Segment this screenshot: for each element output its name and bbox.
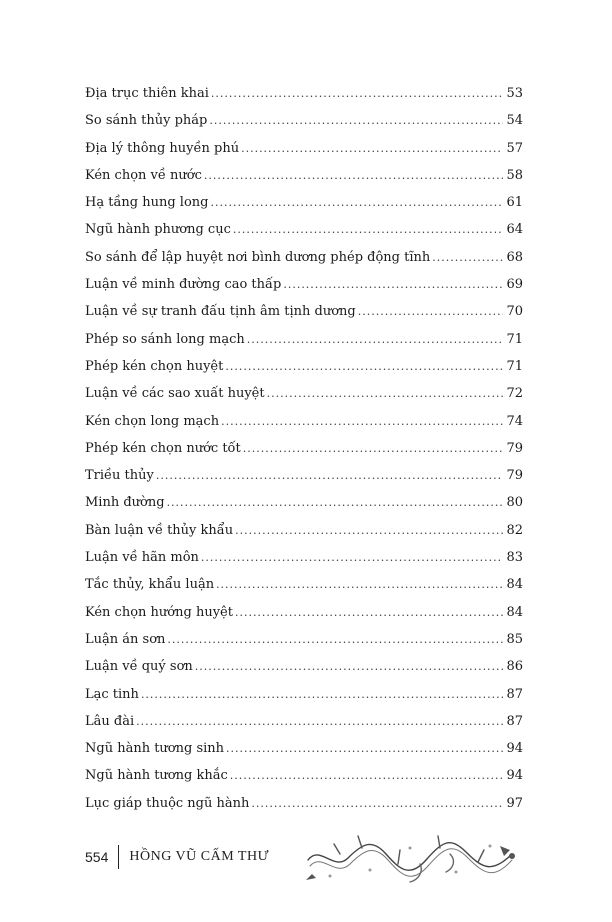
dot-leader (247, 333, 503, 346)
toc-entry (85, 222, 523, 249)
toc-entry-page: 87 (506, 686, 523, 702)
book-title: HỒNG VŨ CẤM THƯ (129, 849, 269, 864)
dot-leader (201, 551, 503, 564)
dot-leader (195, 660, 503, 673)
page-footer (85, 842, 269, 872)
toc-entry-page: 70 (506, 304, 523, 320)
toc-entry (85, 550, 523, 577)
toc-entry-page: 58 (506, 167, 523, 183)
dot-leader (283, 278, 503, 291)
table-of-contents (85, 86, 523, 823)
toc-entry-title: Luận về sự tranh đấu tịnh âm tịnh dương (85, 304, 356, 320)
dot-leader (226, 742, 503, 755)
toc-entry-page: 80 (506, 495, 523, 511)
page-number: 554 (85, 849, 109, 865)
toc-entry-title: Luận về quý sơn (85, 659, 193, 675)
toc-entry-title: Luận về hãn môn (85, 550, 199, 566)
dot-leader (235, 606, 503, 619)
dot-leader (230, 769, 503, 782)
toc-entry (85, 386, 523, 413)
toc-entry (85, 495, 523, 522)
dot-leader (221, 415, 503, 428)
dot-leader (241, 142, 503, 155)
toc-entry (85, 632, 523, 659)
toc-entry (85, 741, 523, 768)
toc-entry-page: 97 (506, 795, 523, 811)
toc-entry (85, 605, 523, 632)
toc-entry-page: 83 (506, 550, 523, 566)
toc-entry (85, 768, 523, 795)
toc-entry-page: 69 (506, 277, 523, 293)
toc-entry-page: 53 (506, 86, 523, 101)
dot-leader (358, 305, 503, 318)
toc-entry (85, 523, 523, 550)
toc-entry-title: Hạ tầng hung long (85, 195, 209, 211)
toc-entry-title: Địa lý thông huyền phú (85, 140, 240, 156)
toc-entry (85, 359, 523, 386)
toc-entry-title: Lục giáp thuộc ngũ hành (85, 795, 250, 811)
toc-entry-title: Minh đường (85, 495, 165, 511)
dot-leader (233, 223, 503, 236)
toc-entry (85, 414, 523, 441)
toc-entry-page: 85 (506, 631, 523, 647)
toc-entry-title: Kén chọn về nước (85, 167, 202, 183)
toc-entry-title: Ngũ hành tương khắc (85, 768, 228, 784)
toc-entry-page: 79 (506, 468, 523, 484)
toc-entry-page: 71 (506, 331, 523, 347)
toc-entry-page: 64 (506, 222, 523, 238)
dot-leader (267, 387, 503, 400)
dot-leader (204, 169, 503, 182)
toc-entry-page: 79 (506, 440, 523, 456)
dot-leader (243, 442, 503, 455)
toc-entry-title: Ngũ hành phương cục (85, 222, 231, 238)
toc-entry-page: 82 (506, 522, 523, 538)
toc-entry-page: 84 (506, 577, 523, 593)
toc-entry-title: Kén chọn hướng huyệt (85, 604, 233, 620)
toc-entry-title: Địa trục thiên khai (85, 86, 209, 101)
toc-entry (85, 332, 523, 359)
toc-entry (85, 796, 523, 823)
toc-entry-page: 54 (506, 113, 523, 129)
toc-entry-title: Luận về minh đường cao thấp (85, 277, 282, 293)
dot-leader (251, 797, 503, 810)
toc-entry-title: So sánh để lập huyệt nơi bình dương phép động tĩnh (85, 249, 431, 265)
toc-entry (85, 195, 523, 222)
toc-entry-title: Tắc thủy, khẩu luận (85, 577, 215, 593)
dot-leader (432, 251, 503, 264)
dot-leader (225, 360, 503, 373)
toc-entry-title: Triều thủy (85, 468, 154, 484)
dot-leader (156, 469, 503, 482)
toc-entry (85, 441, 523, 468)
toc-entry (85, 577, 523, 604)
toc-entry-title: Bàn luận về thủy khẩu (85, 522, 234, 538)
toc-entry-page: 94 (506, 768, 523, 784)
toc-entry-title: Luận án sơn (85, 631, 166, 647)
toc-entry-title: Lâu đài (85, 713, 135, 729)
footer-divider (118, 845, 119, 869)
toc-entry (85, 141, 523, 168)
toc-entry-page: 71 (506, 358, 523, 374)
toc-entry-title: Luận về các sao xuất huyệt (85, 386, 265, 402)
toc-entry-title: Kén chọn long mạch (85, 413, 220, 429)
toc-entry (85, 714, 523, 741)
toc-entry-page: 94 (506, 741, 523, 757)
dot-leader (141, 688, 503, 701)
toc-entry-page: 72 (506, 386, 523, 402)
dot-leader (211, 87, 503, 100)
toc-entry-title: Phép so sánh long mạch (85, 331, 245, 347)
toc-entry (85, 277, 523, 304)
dot-leader (167, 633, 503, 646)
toc-entry (85, 168, 523, 195)
toc-entry (85, 468, 523, 495)
toc-entry-title: So sánh thủy pháp (85, 113, 208, 129)
dragon-icon (300, 824, 520, 890)
dot-leader (216, 578, 503, 591)
toc-entry-page: 84 (506, 604, 523, 620)
toc-entry (85, 250, 523, 277)
toc-entry (85, 659, 523, 686)
dot-leader (136, 715, 503, 728)
dot-leader (235, 524, 503, 537)
dot-leader (209, 114, 503, 127)
toc-entry-page: 61 (506, 195, 523, 211)
toc-entry-page: 87 (506, 713, 523, 729)
toc-entry-title: Ngũ hành tương sinh (85, 741, 225, 757)
toc-entry-title: Phép kén chọn nước tốt (85, 440, 241, 456)
toc-entry-page: 57 (506, 140, 523, 156)
dot-leader (167, 496, 503, 509)
toc-entry (85, 304, 523, 331)
toc-entry-page: 68 (506, 249, 523, 265)
toc-entry (85, 86, 523, 113)
toc-entry (85, 687, 523, 714)
toc-entry-title: Phép kén chọn huyệt (85, 358, 224, 374)
toc-entry-page: 86 (506, 659, 523, 675)
toc-entry-title: Lạc tinh (85, 686, 139, 702)
toc-entry (85, 113, 523, 140)
dot-leader (211, 196, 504, 209)
toc-entry-page: 74 (506, 413, 523, 429)
